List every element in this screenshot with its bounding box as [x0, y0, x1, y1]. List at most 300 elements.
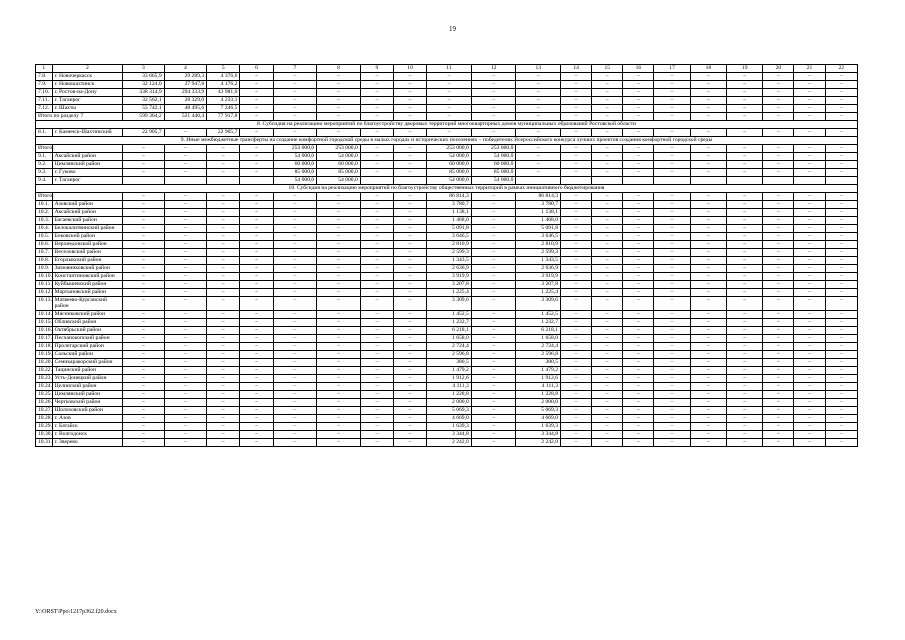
- table-cell: –: [763, 406, 794, 414]
- table-cell: –: [164, 169, 207, 177]
- table-cell: –: [561, 318, 592, 326]
- table-cell: 54 000,0: [427, 177, 472, 185]
- table-cell: –: [825, 273, 857, 281]
- table-cell: –: [690, 366, 726, 374]
- table-cell: 54 000,0: [273, 177, 317, 185]
- municipality-name: г. Новошахтинск: [52, 81, 123, 89]
- table-row: [36, 193, 858, 201]
- table-cell: –: [240, 73, 273, 81]
- table-cell: –: [240, 438, 273, 446]
- table-cell: –: [623, 105, 654, 113]
- table-cell: –: [471, 414, 516, 422]
- table-cell: –: [623, 161, 654, 169]
- table-cell: –: [763, 350, 794, 358]
- table-cell: –: [825, 209, 857, 217]
- table-cell: –: [427, 89, 472, 97]
- table-cell: –: [164, 342, 207, 350]
- table-cell: –: [317, 113, 361, 121]
- table-cell: –: [240, 326, 273, 334]
- table-cell: –: [393, 374, 426, 382]
- table-cell: –: [727, 382, 763, 390]
- table-cell: –: [561, 358, 592, 366]
- table-cell: –: [763, 414, 794, 422]
- table-cell: –: [273, 249, 317, 257]
- table-cell: –: [471, 89, 516, 97]
- table-cell: –: [592, 406, 623, 414]
- table-cell: –: [654, 350, 690, 358]
- table-cell: 5 069,3: [427, 406, 472, 414]
- municipality-name: Багаевский район: [52, 217, 123, 225]
- table-cell: –: [794, 161, 825, 169]
- table-cell: –: [471, 249, 516, 257]
- table-cell: –: [690, 145, 726, 153]
- table-cell: –: [273, 201, 317, 209]
- table-cell: –: [273, 105, 317, 113]
- table-cell: –: [690, 318, 726, 326]
- table-cell: –: [763, 358, 794, 366]
- table-cell: –: [763, 366, 794, 374]
- table-cell: –: [592, 193, 623, 201]
- table-cell: –: [123, 257, 165, 265]
- table-cell: 86 814,3: [427, 193, 472, 201]
- table-cell: –: [240, 193, 273, 201]
- table-cell: –: [654, 169, 690, 177]
- table-cell: –: [654, 438, 690, 446]
- table-cell: –: [360, 297, 393, 311]
- municipality-name: г. Таганрог: [52, 177, 123, 185]
- table-cell: –: [561, 289, 592, 297]
- municipality-name: Веселовский район: [52, 249, 123, 257]
- table-cell: –: [123, 193, 165, 201]
- table-cell: –: [240, 366, 273, 374]
- table-cell: –: [561, 217, 592, 225]
- table-cell: –: [207, 318, 240, 326]
- table-cell: –: [240, 209, 273, 217]
- table-cell: –: [393, 310, 426, 318]
- table-cell: –: [727, 334, 763, 342]
- table-cell: –: [471, 406, 516, 414]
- table-cell: –: [273, 217, 317, 225]
- table-cell: –: [123, 342, 165, 350]
- table-cell: –: [360, 249, 393, 257]
- table-cell: –: [763, 398, 794, 406]
- table-cell: –: [360, 326, 393, 334]
- table-cell: 1 232,7: [427, 318, 472, 326]
- table-cell: –: [273, 265, 317, 273]
- table-cell: –: [317, 217, 361, 225]
- table-cell: –: [317, 81, 361, 89]
- table-row: [36, 217, 858, 225]
- table-cell: –: [727, 225, 763, 233]
- column-number: 10: [393, 65, 426, 73]
- table-cell: –: [727, 358, 763, 366]
- table-cell: 85 000,0: [273, 169, 317, 177]
- table-cell: –: [825, 318, 857, 326]
- table-cell: –: [763, 225, 794, 233]
- table-cell: –: [393, 422, 426, 430]
- table-cell: 1 232,7: [516, 318, 561, 326]
- table-cell: –: [317, 350, 361, 358]
- table-cell: 54 000,0: [471, 177, 516, 185]
- table-cell: –: [592, 358, 623, 366]
- table-cell: –: [623, 326, 654, 334]
- table-cell: –: [164, 257, 207, 265]
- table-cell: –: [561, 350, 592, 358]
- table-row: [36, 81, 858, 89]
- table-cell: –: [427, 73, 472, 81]
- table-cell: –: [561, 438, 592, 446]
- table-cell: –: [763, 382, 794, 390]
- table-cell: –: [794, 366, 825, 374]
- table-cell: –: [654, 89, 690, 97]
- table-cell: –: [690, 217, 726, 225]
- municipality-name: Октябрьский район: [52, 326, 123, 334]
- table-cell: 3 646,5: [427, 233, 472, 241]
- table-cell: –: [592, 318, 623, 326]
- table-cell: –: [794, 113, 825, 121]
- table-cell: –: [690, 342, 726, 350]
- table-cell: –: [763, 241, 794, 249]
- table-cell: –: [592, 438, 623, 446]
- municipality-name: г. Азов: [52, 414, 123, 422]
- table-cell: –: [164, 318, 207, 326]
- table-cell: –: [123, 374, 165, 382]
- table-cell: –: [592, 225, 623, 233]
- column-number: 6: [240, 65, 273, 73]
- table-cell: –: [393, 201, 426, 209]
- table-cell: –: [592, 374, 623, 382]
- table-cell: –: [623, 414, 654, 422]
- column-number: 17: [654, 65, 690, 73]
- table-cell: –: [393, 105, 426, 113]
- table-cell: –: [825, 241, 857, 249]
- table-cell: –: [763, 153, 794, 161]
- table-cell: –: [623, 289, 654, 297]
- table-cell: –: [273, 358, 317, 366]
- column-number: 7: [273, 65, 317, 73]
- table-cell: –: [727, 153, 763, 161]
- row-number: 10.18.: [36, 342, 53, 350]
- table-cell: –: [794, 438, 825, 446]
- table-cell: –: [317, 289, 361, 297]
- table-cell: –: [690, 161, 726, 169]
- table-cell: –: [164, 249, 207, 257]
- table-cell: –: [273, 398, 317, 406]
- table-cell: –: [393, 438, 426, 446]
- table-cell: 54 000,0: [317, 153, 361, 161]
- table-cell: –: [471, 310, 516, 318]
- table-cell: –: [393, 342, 426, 350]
- municipality-name: Верхнедонской район: [52, 241, 123, 249]
- table-row: [36, 289, 858, 297]
- table-row: [36, 406, 858, 414]
- table-cell: –: [207, 209, 240, 217]
- table-cell: 2 000,0: [516, 398, 561, 406]
- table-cell: 3 919,9: [427, 273, 472, 281]
- table-cell: –: [273, 366, 317, 374]
- table-cell: 1 138,1: [427, 209, 472, 217]
- table-row: [36, 233, 858, 241]
- municipality-name: Обливский район: [52, 318, 123, 326]
- table-cell: –: [164, 374, 207, 382]
- row-number: 10.19.: [36, 350, 53, 358]
- table-cell: –: [763, 209, 794, 217]
- municipality-name: Егорлыкский район: [52, 257, 123, 265]
- table-cell: –: [592, 169, 623, 177]
- table-cell: –: [592, 414, 623, 422]
- table-cell: –: [360, 374, 393, 382]
- table-cell: –: [516, 73, 561, 81]
- table-cell: –: [763, 289, 794, 297]
- table-cell: –: [763, 297, 794, 311]
- table-cell: 3 646,5: [516, 233, 561, 241]
- table-cell: –: [240, 225, 273, 233]
- table-cell: –: [592, 145, 623, 153]
- table-cell: –: [654, 113, 690, 121]
- table-cell: –: [471, 241, 516, 249]
- table-cell: –: [240, 430, 273, 438]
- table-cell: –: [727, 326, 763, 334]
- table-cell: –: [763, 310, 794, 318]
- header-row: [36, 65, 858, 73]
- table-cell: –: [794, 97, 825, 105]
- table-cell: –: [123, 310, 165, 318]
- table-cell: –: [427, 97, 472, 105]
- table-cell: –: [360, 350, 393, 358]
- table-cell: –: [393, 406, 426, 414]
- table-cell: –: [164, 297, 207, 311]
- table-cell: [825, 177, 857, 185]
- table-cell: –: [690, 97, 726, 105]
- table-cell: –: [471, 382, 516, 390]
- table-cell: –: [825, 281, 857, 289]
- table-cell: –: [654, 289, 690, 297]
- table-cell: –: [727, 310, 763, 318]
- table-cell: –: [273, 281, 317, 289]
- row-number: 10.13.: [36, 297, 53, 311]
- table-cell: –: [123, 390, 165, 398]
- table-cell: –: [164, 161, 207, 169]
- table-cell: 1 658,0: [427, 334, 472, 342]
- table-cell: –: [360, 334, 393, 342]
- table-cell: 6 218,1: [427, 326, 472, 334]
- column-number: 19: [727, 65, 763, 73]
- table-cell: –: [561, 73, 592, 81]
- table-cell: –: [240, 310, 273, 318]
- table-cell: –: [727, 145, 763, 153]
- table-cell: –: [123, 225, 165, 233]
- table-cell: –: [273, 225, 317, 233]
- table-cell: –: [393, 257, 426, 265]
- table-cell: –: [690, 129, 726, 137]
- table-cell: 1 479,2: [516, 366, 561, 374]
- table-cell: –: [317, 233, 361, 241]
- table-cell: –: [207, 241, 240, 249]
- table-cell: –: [561, 265, 592, 273]
- table-cell: –: [164, 289, 207, 297]
- section-heading-row: [36, 185, 858, 193]
- table-cell: –: [207, 406, 240, 414]
- row-number: 7.12.: [36, 105, 53, 113]
- table-cell: –: [763, 430, 794, 438]
- table-cell: –: [273, 334, 317, 342]
- table-cell: 85 000,0: [471, 169, 516, 177]
- table-row: [36, 97, 858, 105]
- table-cell: –: [207, 422, 240, 430]
- table-cell: –: [592, 430, 623, 438]
- table-cell: –: [825, 310, 857, 318]
- row-number: 10.20.: [36, 358, 53, 366]
- table-cell: –: [393, 318, 426, 326]
- table-cell: –: [123, 233, 165, 241]
- table-cell: 60 000,0: [317, 161, 361, 169]
- table-cell: 22 905,7: [123, 129, 165, 137]
- table-cell: –: [427, 113, 472, 121]
- table-cell: 1 138,1: [516, 209, 561, 217]
- table-cell: –: [727, 430, 763, 438]
- table-cell: –: [592, 366, 623, 374]
- row-number: 10.27.: [36, 406, 53, 414]
- table-cell: –: [393, 289, 426, 297]
- table-cell: –: [654, 217, 690, 225]
- table-cell: 2 599,3: [516, 249, 561, 257]
- table-cell: –: [207, 297, 240, 311]
- table-cell: –: [763, 89, 794, 97]
- table-cell: –: [207, 398, 240, 406]
- table-cell: –: [763, 145, 794, 153]
- table-cell: –: [273, 310, 317, 318]
- table-cell: –: [273, 382, 317, 390]
- column-number: 15: [592, 65, 623, 73]
- table-cell: –: [690, 398, 726, 406]
- table-cell: –: [592, 161, 623, 169]
- table-cell: –: [794, 249, 825, 257]
- table-cell: [690, 177, 726, 185]
- table-cell: –: [690, 249, 726, 257]
- table-cell: –: [825, 105, 857, 113]
- table-cell: –: [360, 153, 393, 161]
- municipality-name: Семикаракорский район: [52, 358, 123, 366]
- table-cell: –: [727, 241, 763, 249]
- section-total-row: [36, 113, 858, 121]
- table-cell: –: [727, 342, 763, 350]
- table-cell: –: [561, 310, 592, 318]
- table-cell: 253 000,0: [427, 145, 472, 153]
- table-cell: –: [794, 193, 825, 201]
- table-cell: 2 599,3: [427, 249, 472, 257]
- table-cell: –: [273, 273, 317, 281]
- table-cell: –: [592, 97, 623, 105]
- table-cell: [207, 177, 240, 185]
- table-cell: –: [561, 374, 592, 382]
- table-cell: 1 343,5: [427, 257, 472, 265]
- table-cell: –: [164, 225, 207, 233]
- municipality-name: г. Таганрог: [52, 97, 123, 105]
- table-cell: –: [393, 297, 426, 311]
- table-cell: –: [471, 265, 516, 273]
- municipality-name: г. Каменск-Шахтинский: [52, 129, 123, 137]
- table-cell: –: [207, 366, 240, 374]
- table-cell: [561, 177, 592, 185]
- table-cell: –: [794, 390, 825, 398]
- table-cell: [164, 177, 207, 185]
- table-cell: –: [360, 438, 393, 446]
- table-cell: –: [825, 113, 857, 121]
- row-number: 9.2.: [36, 161, 53, 169]
- municipality-name: Мясниковский район: [52, 310, 123, 318]
- row-number: 10.15.: [36, 318, 53, 326]
- table-cell: –: [207, 249, 240, 257]
- municipality-name: [52, 145, 123, 153]
- table-cell: –: [164, 217, 207, 225]
- table-cell: –: [207, 273, 240, 281]
- table-cell: –: [763, 81, 794, 89]
- table-cell: 85 000,0: [317, 169, 361, 177]
- table-cell: –: [123, 422, 165, 430]
- table-cell: –: [654, 430, 690, 438]
- table-cell: –: [727, 281, 763, 289]
- table-cell: 29 289,3: [164, 73, 207, 81]
- table-row: [36, 161, 858, 169]
- table-cell: –: [471, 366, 516, 374]
- table-cell: –: [516, 161, 561, 169]
- section-heading: 8. Субсидия на реализацию мероприятий по благоустройству дворовых территорий многоквартирных домов муниципальных образований Ростовской области: [36, 121, 858, 129]
- table-cell: –: [654, 374, 690, 382]
- table-cell: –: [654, 153, 690, 161]
- table-cell: –: [727, 81, 763, 89]
- table-cell: –: [690, 153, 726, 161]
- table-cell: 2 000,0: [427, 398, 472, 406]
- table-cell: –: [273, 318, 317, 326]
- table-cell: –: [317, 97, 361, 105]
- table-cell: –: [393, 334, 426, 342]
- total-label: Итого по разделу 7: [36, 113, 123, 121]
- table-cell: –: [240, 169, 273, 177]
- table-cell: –: [317, 318, 361, 326]
- table-cell: –: [317, 414, 361, 422]
- table-cell: –: [273, 438, 317, 446]
- table-cell: –: [623, 241, 654, 249]
- table-cell: –: [794, 310, 825, 318]
- table-cell: –: [207, 334, 240, 342]
- table-cell: –: [207, 281, 240, 289]
- table-cell: –: [317, 334, 361, 342]
- table-cell: –: [727, 97, 763, 105]
- table-cell: 1 228,8: [427, 390, 472, 398]
- column-number: 22: [825, 65, 857, 73]
- table-cell: –: [273, 73, 317, 81]
- table-cell: –: [623, 97, 654, 105]
- table-cell: –: [654, 241, 690, 249]
- table-cell: –: [273, 97, 317, 105]
- table-cell: –: [360, 129, 393, 137]
- budget-table: [35, 64, 858, 447]
- table-cell: –: [471, 350, 516, 358]
- table-cell: –: [164, 145, 207, 153]
- table-cell: –: [393, 358, 426, 366]
- table-cell: –: [690, 105, 726, 113]
- column-number: 12: [471, 65, 516, 73]
- table-cell: –: [240, 350, 273, 358]
- table-cell: 1 468,0: [516, 217, 561, 225]
- table-cell: –: [207, 265, 240, 273]
- row-number: 9.4.: [36, 177, 53, 185]
- table-cell: –: [240, 145, 273, 153]
- table-row: [36, 89, 858, 97]
- table-cell: –: [825, 382, 857, 390]
- table-cell: –: [592, 289, 623, 297]
- table-cell: –: [273, 390, 317, 398]
